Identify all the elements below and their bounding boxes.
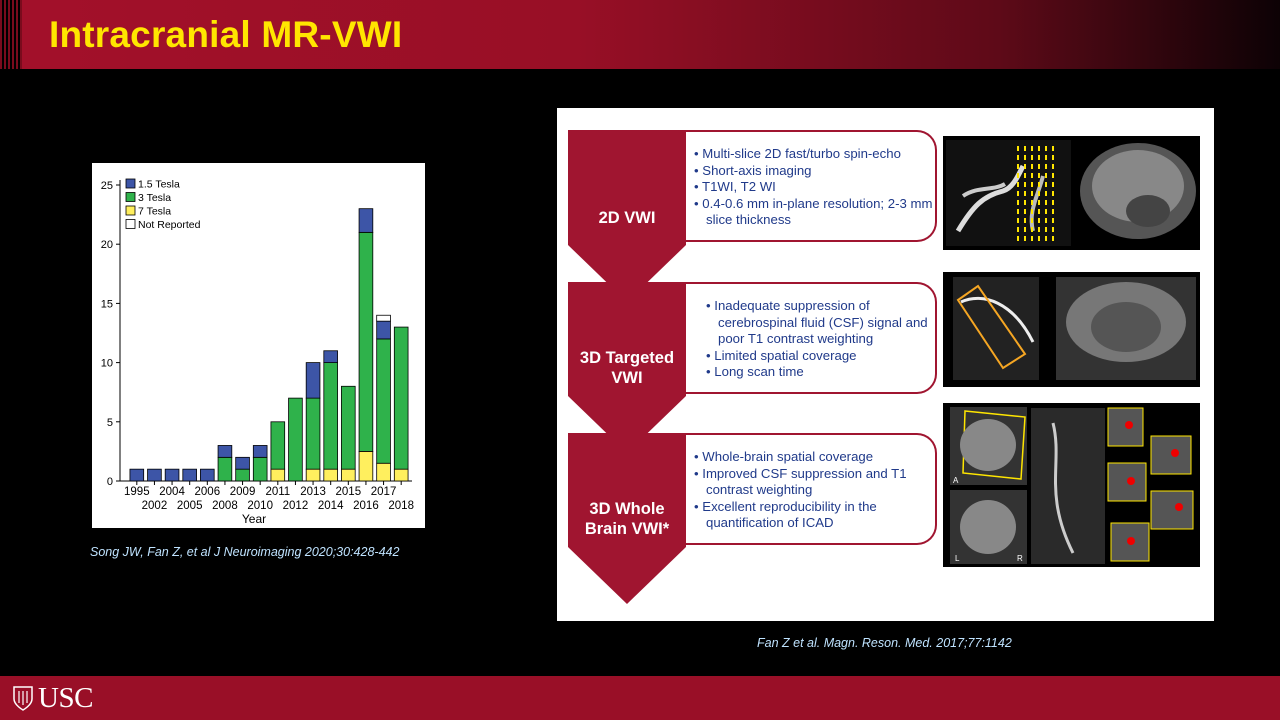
mri-3d-targeted-images	[943, 272, 1200, 387]
x-axis-label: Year	[241, 512, 267, 526]
x-tick-label: 2016	[353, 500, 379, 512]
x-tick-label: 1995	[124, 486, 150, 498]
x-tick-label: 2013	[300, 486, 326, 498]
x-tick-label: 2018	[388, 500, 414, 512]
y-tick-label: 0	[106, 476, 113, 488]
slide-title: Intracranial MR-VWI	[49, 14, 403, 55]
x-tick-label: 2008	[212, 500, 238, 512]
stage-1-label-line: 2D VWI	[598, 209, 656, 227]
stage-1-bullets	[694, 146, 934, 229]
x-tick-label: 2004	[159, 486, 185, 498]
x-tick-label: 2012	[282, 500, 309, 512]
x-tick-label: 2005	[176, 500, 203, 512]
citation-right: Fan Z et al. Magn. Reson. Med. 2017;77:1142	[757, 636, 1012, 650]
mri-2d-illustration	[943, 136, 1200, 250]
y-tick-label: 20	[100, 239, 113, 252]
legend-label: 3 Tesla	[138, 192, 172, 204]
citation-left: Song JW, Fan Z, et al J Neuroimaging 2020;30:428-442	[90, 545, 400, 559]
y-tick-label: 5	[106, 416, 113, 429]
x-tick-label: 2002	[141, 500, 168, 512]
usc-logo	[12, 682, 93, 714]
legend-label: Not Reported	[138, 219, 201, 231]
stage-1-bullet: • 0.4-0.6 mm in-plane resolution; 2-3 mm slice thickness	[694, 195, 933, 227]
image-label-l: L	[955, 554, 960, 563]
stage-3-label-line: 3D Whole	[589, 500, 665, 518]
mri-2d-images	[943, 136, 1200, 250]
stage-1-bullet: • Multi-slice 2D fast/turbo spin-echo	[694, 146, 901, 161]
x-tick-label: 2011	[265, 486, 291, 498]
mri-3d-targeted-illustration	[943, 272, 1200, 387]
stage-2-bullets	[706, 298, 928, 381]
y-tick-label: 25	[100, 180, 113, 192]
mri-3d-whole-brain-illustration	[943, 403, 1200, 567]
stage-3-bullet: • Whole-brain spatial coverage	[694, 449, 874, 464]
stage-3-label-line: Brain VWI*	[584, 520, 670, 538]
y-tick-label: 10	[100, 357, 113, 370]
usc-logo-text: USC	[38, 681, 93, 714]
legend-label: 7 Tesla	[138, 205, 172, 218]
stage-1-bullet: • T1WI, T2 WI	[694, 179, 776, 194]
stage-3-bullet: • Improved CSF suppression and T1 contrast weighting	[694, 465, 907, 497]
stage-2-label	[568, 348, 686, 388]
x-tick-label: 2009	[229, 486, 256, 498]
stage-1-bullet: • Short-axis imaging	[694, 162, 812, 178]
stage-2-bullet: • Long scan time	[706, 364, 804, 379]
legend-label: 1.5 Tesla	[138, 178, 180, 191]
mri-3d-whole-brain-images	[943, 403, 1200, 567]
image-label-r: R	[1017, 554, 1023, 563]
x-tick-label: 2014	[317, 500, 344, 512]
stage-3-label	[568, 499, 686, 539]
image-label-a: A	[953, 476, 959, 485]
stage-2-label-line: VWI	[611, 369, 643, 387]
stage-1-label	[568, 208, 686, 228]
stage-2-bullet: • Inadequate suppression of cerebrospinal fluid (CSF) signal and poor T1 contrast weighting	[706, 298, 928, 346]
stage-3-bullet: • Excellent reproducibility in the quantification of ICAD	[694, 498, 877, 530]
stage-2-label-line: 3D Targeted	[579, 349, 675, 367]
x-tick-label: 2017	[370, 486, 397, 498]
usc-shield-icon	[12, 685, 34, 711]
footer-bar	[0, 676, 1280, 720]
x-tick-label: 2010	[247, 500, 273, 512]
stage-3-bullets	[694, 449, 934, 532]
stage-2-bullet: • Limited spatial coverage	[706, 347, 857, 363]
y-tick-label: 15	[100, 298, 113, 311]
x-tick-label: 2006	[194, 486, 221, 498]
x-tick-label: 2015	[335, 486, 362, 498]
